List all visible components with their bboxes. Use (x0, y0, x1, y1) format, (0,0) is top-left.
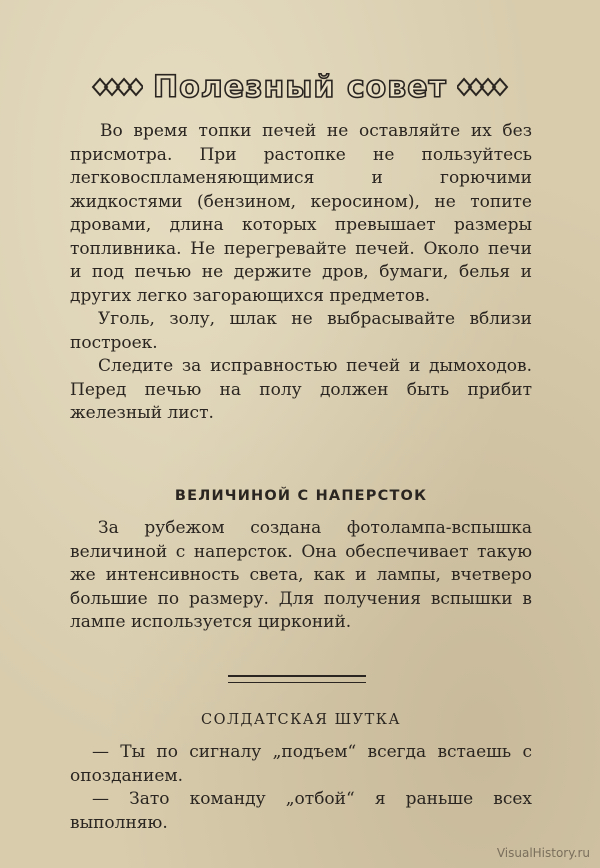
divider (228, 675, 366, 683)
advice-paragraph: Уголь, золу, шлак не выбрасывайте вблизи построек. (70, 309, 532, 353)
advice-section (70, 120, 532, 426)
joke-line: — Ты по сигналу „подъем“ всегда встаешь с опозданием. (70, 742, 532, 786)
header-title: Полезный совет (153, 69, 447, 105)
watermark: VisualHistory.ru (496, 846, 590, 860)
thimble-title: ВЕЛИЧИНОЙ С НАПЕРСТОК (174, 488, 428, 504)
header (80, 62, 520, 112)
thimble-paragraph: За рубежом создана фотолампа-вспышка величиной с наперсток. Она обеспечивает такую же интенсивность света, как и лампы, вчетверо большие по размеру. Для получения вспышки в лампе используется цирконий. (70, 518, 532, 632)
right-ornament-icon (457, 74, 509, 100)
thimble-section (70, 517, 532, 635)
joke-line: — Зато команду „отбой“ я раньше всех выполняю. (70, 789, 532, 833)
advice-paragraph: Следите за исправностью печей и дымоходов. Перед печью на полу должен быть прибит железный лист. (70, 356, 532, 423)
joke-section (70, 741, 532, 835)
advice-paragraph: Во время топки печей не оставляйте их без присмотра. При растопке не пользуйтесь легковоспламеняющимися и горючими жидкостями (бензином, керосином), не топите дровами, длина которых превышает размеры топливника. Не перегревайте печей. Около печи и под печью не держите дров, бумаги, белья и других легко загорающихся предметов. (70, 121, 532, 306)
left-ornament-icon (91, 74, 143, 100)
joke-title: СОЛДАТСКАЯ ШУТКА (200, 712, 402, 728)
